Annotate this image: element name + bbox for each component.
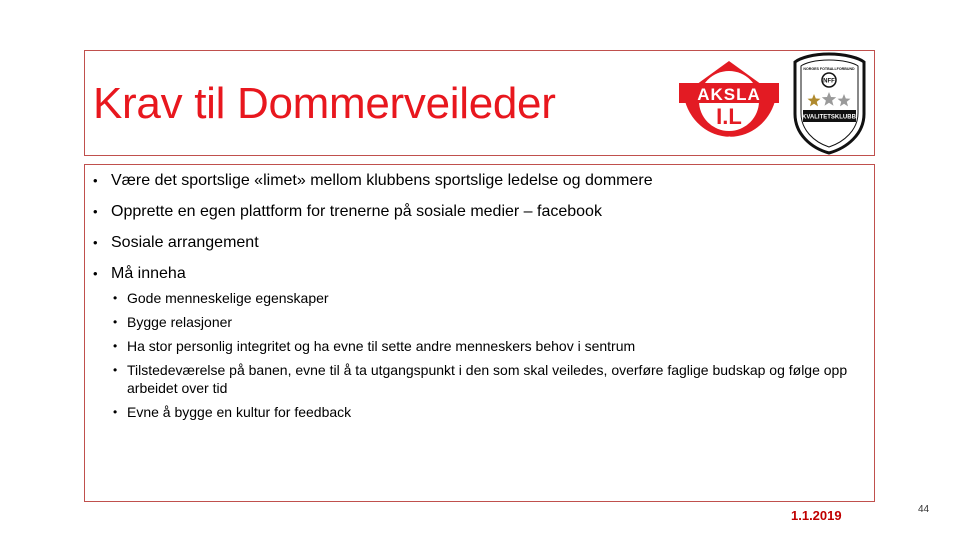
page-number: 44 [918, 504, 930, 515]
svg-text:AKSLA: AKSLA [697, 85, 761, 104]
sub-bullet-item: • Bygge relasjoner [111, 313, 867, 331]
sub-bullet-list [111, 289, 867, 421]
content-placeholder [84, 164, 875, 502]
bullet-item: • Sosiale arrangement [89, 233, 867, 252]
svg-text:NORGES FOTBALLFORBUND: NORGES FOTBALLFORBUND [803, 67, 855, 71]
bullet-list [85, 171, 867, 427]
svg-text:STIFTA 1928: STIFTA 1928 [694, 135, 764, 145]
sub-bullet-item: • Ha stor personlig integritet og ha evne til sette andre menneskers behov i sentrum [111, 337, 867, 355]
svg-text:I.L: I.L [716, 104, 742, 129]
bullet-item: • Må inneha • Gode menneskelige egenskaper • Bygge relasjoner • Ha stor personlig integritet og ha evne til sette andre menneskers behov i sentrum • Tilstedeværelse på banen, evne til å ta utgangspunkt i den som skal veiledes, overføre faglige budskap og følge opp arbeidet over tid • Evne å bygge en kultur for feedback [89, 264, 867, 421]
bullet-item: • Være det sportslige «limet» mellom klubbens sportslige ledelse og dommere [89, 171, 867, 190]
bullet-item: • Opprette en egen plattform for trenerne på sosiale medier – facebook [89, 202, 867, 221]
sub-bullet-item: • Evne å bygge en kultur for feedback [111, 403, 867, 421]
svg-text:NFF: NFF [823, 78, 835, 85]
sub-bullet-item: • Tilstedeværelse på banen, evne til å ta utgangspunkt i den som skal veiledes, overføre faglige budskap og følge opp arbeidet over tid [111, 361, 867, 397]
aksla-il-club-crest [676, 57, 782, 152]
sub-bullet-item: • Gode menneskelige egenskaper [111, 289, 867, 307]
slide-date: 1.1.2019 [791, 508, 842, 523]
slide-title: Krav til Dommerveileder [93, 79, 556, 128]
svg-text:KVALITETSKLUBB: KVALITETSKLUBB [802, 114, 856, 121]
nff-kvalitetsklubb-badge [793, 52, 866, 155]
